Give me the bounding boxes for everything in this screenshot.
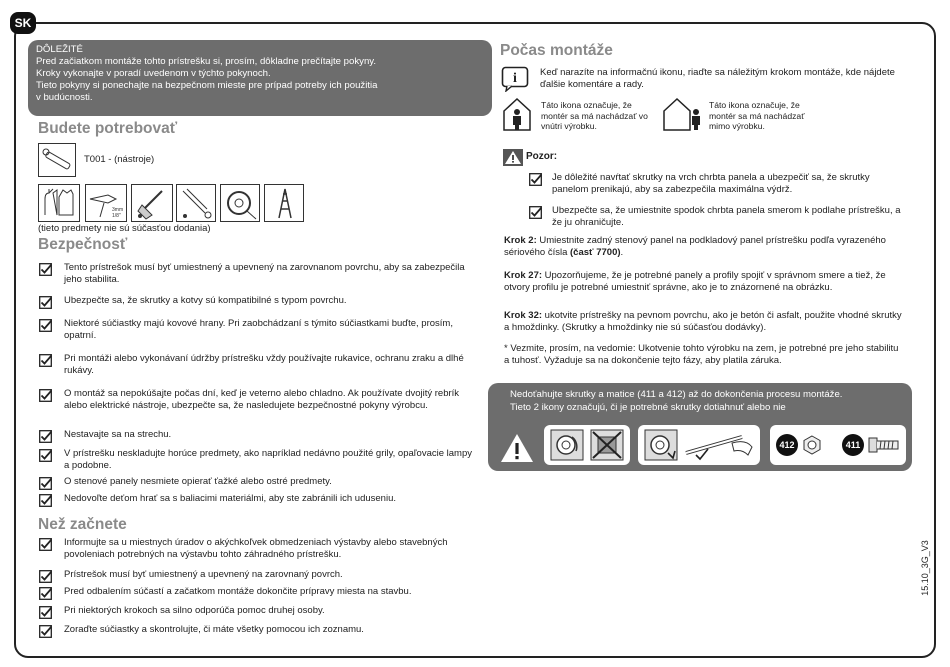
ladder-icon xyxy=(264,184,304,222)
step-item xyxy=(504,270,904,293)
step-text: ukotvite prístrešky na pevnom povrchu, ako je betón či asfalt, použite vhodné skrutky a hmoždinky. (Skrutky a hmoždinky nie sú súčasťou dodávky). xyxy=(504,310,902,333)
torque-panel xyxy=(488,383,912,471)
step-item xyxy=(504,235,904,258)
list-item: Prístrešok musí byť umiestnený a upevnený na zarovnaný povrch. xyxy=(64,569,343,580)
nut-icon xyxy=(802,435,822,455)
checkbox-icon xyxy=(39,449,52,462)
drill-icon xyxy=(85,184,127,222)
loose-icons-box xyxy=(544,425,630,465)
step-item xyxy=(504,310,904,333)
svg-text:i: i xyxy=(513,71,517,86)
info-icon xyxy=(501,66,529,92)
svg-text:3mm: 3mm xyxy=(112,207,124,213)
step-label: Krok 32: xyxy=(504,310,543,321)
checkbox-icon xyxy=(39,538,52,551)
badge-411: 411 xyxy=(842,434,864,456)
safety-heading: Bezpečnosť xyxy=(38,236,128,253)
parts-box xyxy=(770,425,906,465)
cutter-icon xyxy=(176,184,216,222)
checkbox-icon xyxy=(39,296,52,309)
before-heading: Než začnete xyxy=(38,516,127,533)
inside-text: Táto ikona označuje, že montér sa má nachádzať vo vnútri výrobku. xyxy=(541,100,648,131)
checkbox-icon xyxy=(39,587,52,600)
step-text: Umiestnite zadný stenový panel na podkladový panel prístrešku podľa vyrazeného sériového čísla xyxy=(504,235,886,258)
badge-412: 412 xyxy=(776,434,798,456)
list-item: Ubezpečte sa, že skrutky a kotvy sú kompatibilné s typom povrchu. xyxy=(64,295,347,306)
checkbox-icon xyxy=(39,354,52,367)
info-text: Keď narazíte na informačnú ikonu, riaďte sa náležitým krokom montáže, kde nájdete ďalšie komentáre a rady. xyxy=(540,67,895,90)
list-item: Tento prístrešok musí byť umiestnený a upevnený na zarovnanom povrchu, aby sa zabezpečila jeho stabilita. xyxy=(64,262,465,285)
step-text: Upozorňujeme, že je potrebné panely a profily spojiť v správnom smere a tiež, že otvory profilu je potrebné umiestniť správne, ako je to znázornené na obrázku. xyxy=(504,270,886,293)
tight-nut-icon xyxy=(644,429,678,461)
important-line: Kroky vykonajte v poradí uvedenom v týchto pokynoch. xyxy=(36,68,271,79)
checkbox-icon xyxy=(39,263,52,276)
wrench-tighten-icon xyxy=(682,431,756,461)
list-item: Ubezpečte sa, že umiestnite spodok chrbta panela smerom k podlahe prístrešku, a že ju ohraničujte. xyxy=(552,205,901,228)
caution-title: Pozor: xyxy=(526,151,558,162)
inside-icon xyxy=(501,97,533,131)
panel-warning-icon xyxy=(500,433,534,463)
version-code: 15.10_3G_V3 xyxy=(920,540,930,596)
list-item: Niektoré súčiastky majú kovové hrany. Pri zaobchádzaní s týmito súčiastkami buďte, prosím, opatrní. xyxy=(64,318,453,341)
list-item: Je dôležité navŕtať skrutky na vrch chrbta panela a ubezpečiť sa, že skrutky panelom prenikajú, aby sa zabezpečila maximálna výdrž. xyxy=(552,172,870,195)
step-label: Krok 27: xyxy=(504,270,543,281)
loose-nut-icon xyxy=(550,429,584,461)
checkbox-icon xyxy=(39,430,52,443)
important-line: Tieto pokyny si ponechajte na bezpečnom mieste pre prípad potreby ich použitia xyxy=(36,80,378,91)
warning-icon xyxy=(503,149,523,166)
list-item: Informujte sa u miestnych úradov o akýchkoľvek obmedzeniach výstavby alebo stavebných povoleniach potrebných na výstavbu tohto záhradného prístrešku. xyxy=(64,537,448,560)
outside-text: Táto ikona označuje, že montér sa má nachádzať mimo výrobku. xyxy=(709,100,805,131)
list-item: Pred odbalením súčastí a začatkom montáže dokončite prípravy miesta na stavbu. xyxy=(64,586,412,597)
step-part-number: (časť 7700) xyxy=(570,246,621,258)
checkbox-icon xyxy=(39,570,52,583)
list-item: Pri montáži alebo vykonávaní údržby prístrešku vždy používajte rukavice, ochranu zraku a dlhé rukávy. xyxy=(64,353,464,376)
list-item: Nedovoľte deťom hrať sa s baliacimi materiálmi, aby ste zabránili ich uduseniu. xyxy=(64,493,396,504)
panel-line1: Nedoťahujte skrutky a matice (411 a 412) až do dokončenia procesu montáže. xyxy=(510,389,843,400)
step-label: Krok 2: xyxy=(504,235,537,246)
tighten-icons-box xyxy=(638,425,760,465)
no-tighten-icon xyxy=(590,429,624,461)
bolt-icon xyxy=(868,436,900,454)
checkbox-icon xyxy=(39,494,52,507)
checkbox-icon xyxy=(39,319,52,332)
checkbox-icon xyxy=(39,606,52,619)
tool-t001-icon xyxy=(38,143,76,177)
language-badge: SK xyxy=(10,12,36,34)
panel-line2: Tieto 2 ikony označujú, či je potrebné skrutky dotiahnuť alebo nie xyxy=(510,402,786,413)
list-item: Nestavajte sa na strechu. xyxy=(64,429,172,440)
list-item: Zoraďte súčiastky a skontrolujte, či máte všetky pomocou ich zoznamu. xyxy=(64,624,364,635)
important-line: Pred začiatkom montáže tohto prístrešku si, prosím, dôkladne prečítajte pokyny. xyxy=(36,56,377,67)
checkbox-icon xyxy=(39,389,52,402)
important-title: DÔLEŽITÉ xyxy=(36,44,83,55)
list-item: O montáž sa nepokúšajte počas dní, keď je veterno alebo chladno. Ak používate dvojitý rebrík alebo elektrické nástroje, ubezpečte sa, že nasledujete bezpečnostné pokyny výrobcu. xyxy=(64,388,460,411)
important-note xyxy=(28,40,492,116)
list-item: V prístrešku neskladujte horúce predmety, ako napríklad nedávno použité grily, opaľovacie lampy a podobne. xyxy=(64,448,472,471)
list-item: Pri niektorých krokoch sa silno odporúča pomoc druhej osoby. xyxy=(64,605,325,616)
checkbox-icon xyxy=(529,173,542,186)
need-note: (tieto predmety nie sú súčasťou dodania) xyxy=(38,223,211,234)
step-end: . xyxy=(620,246,624,258)
tool-label: T001 - (nástroje) xyxy=(84,154,155,165)
svg-text:1/8": 1/8" xyxy=(112,213,121,219)
important-line: v budúcnosti. xyxy=(36,92,93,103)
screwdriver-icon xyxy=(131,184,173,222)
checkbox-icon xyxy=(39,625,52,638)
need-heading: Budete potrebovať xyxy=(38,120,178,137)
during-heading: Počas montáže xyxy=(500,42,613,59)
gloves-icon xyxy=(38,184,80,222)
footnote: * Vezmite, prosím, na vedomie: Ukotvenie tohto výrobku na zem, je potrebné pre jeho stabilitu a tuhosť. Vyžaduje sa na dokončenie tejto fázy, aby platila záruka. xyxy=(504,343,899,366)
checkbox-icon xyxy=(39,477,52,490)
list-item: O stenové panely nesmiete opierať ťažké alebo ostré predmety. xyxy=(64,476,332,487)
outside-icon xyxy=(662,97,702,131)
checkbox-icon xyxy=(529,206,542,219)
tape-measure-icon xyxy=(220,184,260,222)
